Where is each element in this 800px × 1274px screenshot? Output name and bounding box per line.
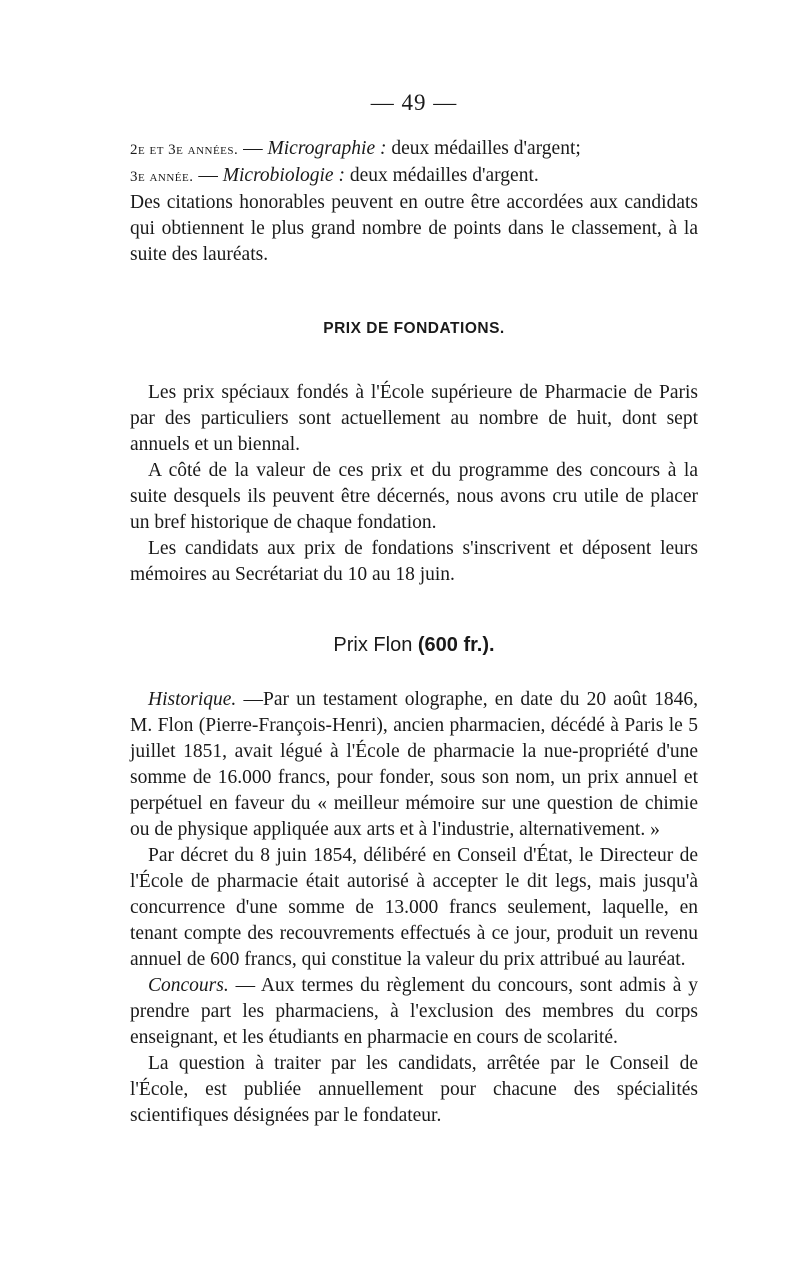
citations-paragraph: Des citations honorables peuvent en outre être accordées aux candidats qui obtiennent le plus grand nombre de points dans le classement, à la suite des lauréats. [130, 192, 698, 265]
decret-paragraph: Par décret du 8 juin 1854, délibéré en Conseil d'État, le Directeur de l'École de pharmacie était autorisé à accepter le dit legs, mais jusqu'à concurrence d'une somme de 13.000 francs seulement, laquelle, en tenant compte des recouvrements effectués à ce jour, produit un revenu annuel de 600 francs, qui constitue la valeur du prix attribué au lauréat. [130, 845, 698, 970]
year-label: 3e année. [130, 169, 194, 185]
fondations-paragraph-2: A côté de la valeur de ces prix et du programme des concours à la suite desquels ils peuvent être décernés, nous avons cru utile de placer un bref historique de chaque fondation. [130, 460, 698, 533]
document-page [130, 78, 698, 1208]
dash: — [238, 138, 268, 159]
historique-paragraph [130, 687, 698, 843]
medal-line-3e [130, 163, 698, 190]
dash: — [193, 165, 223, 186]
fondations-paragraph-3: Les candidats aux prix de fondations s'inscrivent et déposent leurs mémoires au Secrétariat du 10 au 18 juin. [130, 538, 698, 585]
fondations-paragraph-1: Les prix spéciaux fondés à l'École supérieure de Pharmacie de Paris par des particuliers sont actuellement au nombre de huit, dont sept annuels et un biennal. [130, 382, 698, 455]
concours-label: Concours. [148, 975, 229, 996]
subject-name: Micrographie : [267, 138, 387, 159]
page-number: — 49 — [370, 90, 458, 115]
concours-paragraph [130, 973, 698, 1051]
prize-amount: (600 fr.). [417, 634, 495, 656]
historique-label: Historique. [148, 689, 237, 710]
question-paragraph: La question à traiter par les candidats, arrêtée par le Conseil de l'École, est publiée annuellement pour chacune des spécialités scientifiques désignées par le fondateur. [130, 1053, 698, 1126]
award-text: deux médailles d'argent. [344, 165, 539, 186]
section-heading: PRIX DE FONDATIONS. [323, 320, 505, 337]
prize-heading [130, 634, 698, 657]
year-label: 2e et 3e années. [130, 142, 239, 158]
subject-name: Microbiologie : [222, 165, 345, 186]
medal-line-2e-3e [130, 136, 698, 163]
historique-text: —Par un testament olographe, en date du 20 août 1846, M. Flon (Pierre-François-Henri), ancien pharmacien, décédé à Paris le 5 juillet 1851, avait légué à l'École de pharmacie la nue-propriété d'une somme de 16.000 francs, pour fonder, sous son nom, un prix annuel et perpétuel en faveur du « meilleur mémoire sur une question de chimie ou de physique appliquée aux arts et à l'industrie, alternativement. » [130, 689, 698, 840]
concours-text: — Aux termes du règlement du concours, sont admis à y prendre part les pharmaciens, à l'exclusion des membres du corps enseignant, et les étudiants en pharmacie en cours de scolarité. [130, 975, 698, 1048]
award-text: deux médailles d'argent; [386, 138, 581, 159]
prize-title: Prix Flon [333, 634, 413, 656]
